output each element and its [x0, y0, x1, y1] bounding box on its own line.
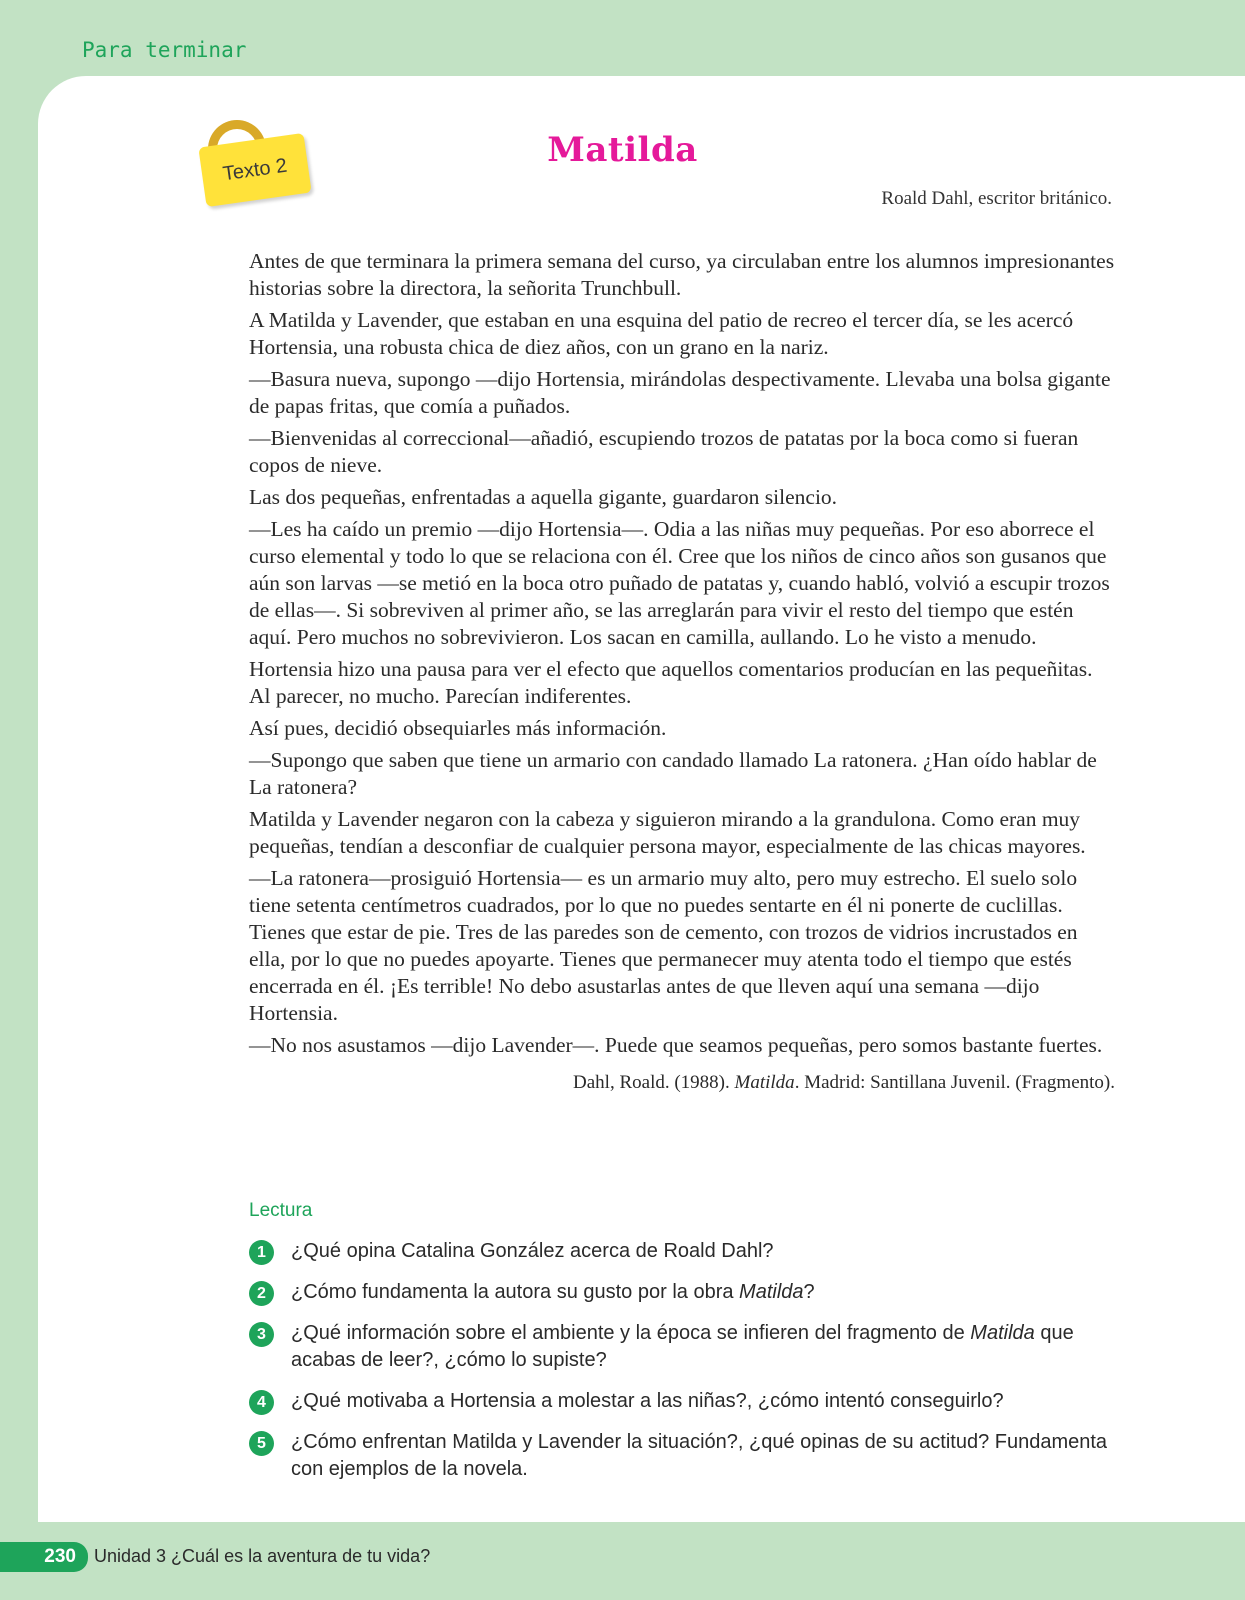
story-paragraph: Así pues, decidió obsequiarles más información. [249, 716, 667, 740]
question-text: ¿Qué motivaba a Hortensia a molestar a las niñas?, ¿cómo intentó conseguirlo? [291, 1390, 1004, 1412]
question-item [249, 1388, 1115, 1415]
question-text: ¿Qué opina Catalina González acerca de Roald Dahl? [291, 1240, 774, 1262]
story-paragraph: Matilda y Lavender negaron con la cabeza y siguieron mirando a la grandulona. Como eran muy pequeñas, tendían a desconfiar de cualquier persona mayor, especialmente de las chicas mayores. [249, 807, 1086, 858]
question-emphasis: Matilda [970, 1322, 1035, 1344]
question-number-badge: 3 [249, 1322, 274, 1347]
story-paragraph: A Matilda y Lavender, que estaban en una esquina del patio de recreo el tercer día, se les acercó Hortensia, una robusta chica de diez años, con un grano en la nariz. [249, 308, 1074, 359]
question-number-badge: 4 [249, 1390, 274, 1415]
left-margin-strip [0, 76, 12, 806]
story-text [249, 248, 1115, 1096]
question-text-end: ? [803, 1281, 815, 1303]
question-text: ¿Cómo fundamenta la autora su gusto por la obra [291, 1281, 740, 1303]
question-item [249, 1279, 1115, 1306]
tag-label: Texto 2 [221, 154, 289, 185]
story-paragraph: —Supongo que saben que tiene un armario con candado llamado La ratonera. ¿Han oído hablar de La ratonera? [249, 748, 1097, 799]
reading-section-title: Lectura [249, 1200, 313, 1221]
citation-before: Dahl, Roald. (1988). [573, 1072, 735, 1093]
question-number-badge: 2 [249, 1281, 274, 1306]
story-paragraph: —La ratonera—prosiguió Hortensia— es un armario muy alto, pero muy estrecho. El suelo solo tiene setenta centímetros cuadrados, por lo que no puedes sentarte en él ni ponerte de cuclillas. Tienes que estar de pie. Tres de las paredes son de cemento, con trozos de vidrios incrustados en ella, por lo que no puedes apoyarte. Tienes que permanecer muy atenta todo el tiempo que estés encerrada en él. ¡Es terrible! No debo asustarlas antes de que lleven aquí una semana —dijo Hortensia. [249, 866, 1078, 1025]
question-text: ¿Qué información sobre el ambiente y la época se infieren del fragmento de [291, 1322, 971, 1344]
question-item [249, 1320, 1115, 1374]
story-paragraph: Antes de que terminara la primera semana del curso, ya circulaban entre los alumnos impresionantes historias sobre la directora, la señorita Trunchbull. [249, 249, 1115, 300]
question-emphasis: Matilda [739, 1281, 804, 1303]
question-number-badge: 5 [249, 1431, 274, 1456]
question-item [249, 1238, 1115, 1265]
unit-footer-text: Unidad 3 ¿Cuál es la aventura de tu vida? [94, 1546, 431, 1566]
citation-after: . Madrid: Santillana Juvenil. (Fragmento). [794, 1072, 1115, 1093]
story-paragraph: —No nos asustamos —dijo Lavender—. Puede que seamos pequeñas, pero somos bastante fuertes. [249, 1033, 1103, 1057]
story-paragraph: —Basura nueva, supongo —dijo Hortensia, mirándolas despectivamente. Llevaba una bolsa gigante de papas fritas, que comía a puñados. [249, 367, 1111, 418]
story-paragraph: —Bienvenidas al correccional—añadió, escupiendo trozos de patatas por la boca como si fueran copos de nieve. [249, 426, 1079, 477]
question-text: ¿Cómo enfrentan Matilda y Lavender la situación?, ¿qué opinas de su actitud? Fundamenta con ejemplos de la novela. [291, 1431, 1108, 1480]
citation-title: Matilda [734, 1072, 795, 1093]
story-paragraph: Las dos pequeñas, enfrentadas a aquella gigante, guardaron silencio. [249, 485, 838, 509]
source-citation [249, 1069, 1115, 1096]
story-paragraph: —Les ha caído un premio —dijo Hortensia—. Odia a las niñas muy pequeñas. Por eso aborrece el curso elemental y todo lo que se relaciona con él. Cree que los niños de cinco años son gusanos que aún son larvas —se metió en la boca otro puñado de patatas y, cuando habló, volvió a escupir trozos de ellas—. Si sobreviven al primer año, se las arreglarán para vivir el resto del tiempo que estén aquí. Pero muchos no sobrevivieron. Los sacan en camilla, aullando. Lo he visto a menudo. [249, 517, 1110, 649]
page-title: Matilda [547, 130, 698, 170]
question-list [249, 1238, 1115, 1497]
page-number-badge: 230 [0, 1542, 88, 1572]
question-text-end: que acabas de leer?, ¿cómo lo supiste? [291, 1322, 1074, 1371]
question-number-badge: 1 [249, 1240, 274, 1265]
section-header-label: Para terminar [82, 38, 247, 62]
story-paragraph: Hortensia hizo una pausa para ver el efecto que aquellos comentarios producían en las pequeñitas. Al parecer, no mucho. Parecían indiferentes. [249, 657, 1093, 708]
question-item [249, 1429, 1115, 1483]
author-byline: Roald Dahl, escritor británico. [881, 188, 1112, 209]
